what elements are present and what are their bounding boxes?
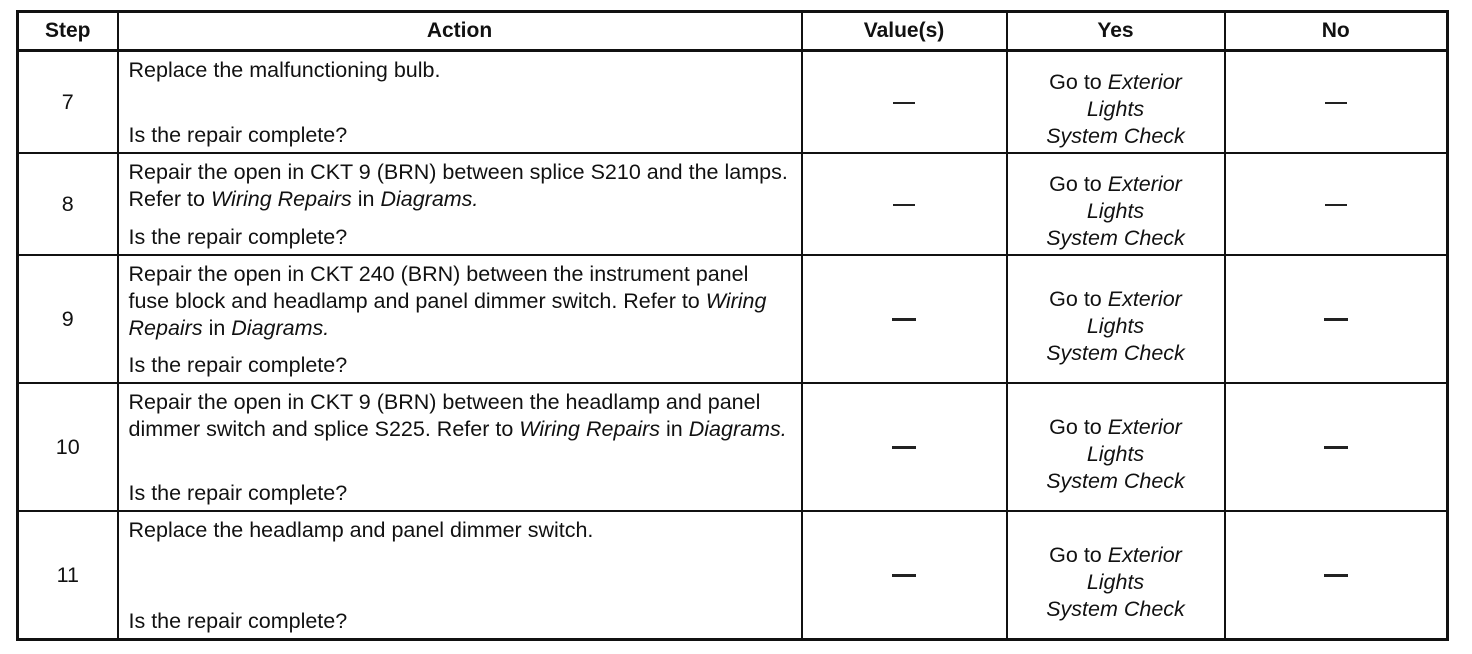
value-cell bbox=[802, 383, 1007, 511]
yes-cell bbox=[1007, 511, 1225, 640]
table-row bbox=[18, 255, 1448, 383]
header-step: Step bbox=[18, 12, 118, 51]
step-number: 10 bbox=[18, 383, 118, 511]
action-content bbox=[129, 389, 791, 507]
table-row bbox=[18, 153, 1448, 255]
empty-value-dash bbox=[893, 102, 915, 104]
empty-no-dash bbox=[1324, 574, 1348, 577]
step-number: 7 bbox=[18, 51, 118, 154]
action-segment: Repair the open in CKT 240 (BRN) between the instrument panel fuse block and headlamp and panel dimmer switch. Refer to bbox=[128, 262, 749, 313]
yes-line: System Check bbox=[1046, 468, 1185, 493]
yes-line: System Check bbox=[1046, 123, 1185, 148]
action-segment: Repair the open in CKT 9 (BRN) between the headlamp and panel dimmer switch and splice S225. Refer to bbox=[128, 390, 761, 441]
step-number: 9 bbox=[18, 255, 118, 383]
action-text bbox=[129, 159, 791, 213]
action-cell bbox=[118, 51, 802, 154]
yes-cell bbox=[1007, 383, 1225, 511]
no-cell bbox=[1225, 153, 1448, 255]
yes-line: Go to Exterior bbox=[1049, 69, 1182, 94]
yes-line: System Check bbox=[1046, 225, 1185, 250]
yes-line: Lights bbox=[1086, 569, 1145, 594]
action-reference: Diagrams. bbox=[688, 417, 787, 441]
yes-line: Lights bbox=[1086, 96, 1145, 121]
action-content bbox=[129, 159, 791, 251]
yes-cell bbox=[1007, 51, 1225, 154]
no-cell bbox=[1225, 383, 1448, 511]
diagnostic-steps-table bbox=[16, 10, 1449, 641]
yes-reference: Exterior bbox=[1107, 286, 1182, 311]
action-content bbox=[129, 261, 791, 379]
value-cell bbox=[802, 255, 1007, 383]
table-header-row bbox=[18, 12, 1448, 51]
yes-line: Lights bbox=[1086, 441, 1145, 466]
yes-reference: Exterior bbox=[1107, 542, 1182, 567]
yes-line: Go to Exterior bbox=[1049, 414, 1182, 439]
action-text bbox=[129, 261, 791, 342]
yes-cell bbox=[1007, 153, 1225, 255]
action-text bbox=[129, 57, 791, 84]
yes-line: Lights bbox=[1086, 313, 1145, 338]
action-content bbox=[129, 517, 791, 635]
action-segment: in bbox=[202, 316, 232, 340]
step-number: 11 bbox=[18, 511, 118, 640]
yes-line: System Check bbox=[1046, 340, 1185, 365]
action-cell bbox=[118, 511, 802, 640]
value-cell bbox=[802, 153, 1007, 255]
action-question: Is the repair complete? bbox=[128, 123, 348, 147]
action-text bbox=[129, 517, 791, 544]
action-cell bbox=[118, 153, 802, 255]
empty-value-dash bbox=[892, 574, 916, 577]
action-segment: Replace the headlamp and panel dimmer switch. bbox=[128, 518, 594, 542]
action-segment: in bbox=[660, 417, 689, 441]
empty-no-dash bbox=[1324, 318, 1348, 321]
yes-cell bbox=[1007, 255, 1225, 383]
action-reference: Diagrams. bbox=[231, 316, 330, 340]
action-reference: Wiring Repairs bbox=[128, 289, 767, 340]
empty-no-dash bbox=[1325, 102, 1347, 104]
action-reference: Wiring Repairs bbox=[519, 417, 661, 441]
action-cell bbox=[118, 255, 802, 383]
table-body bbox=[18, 51, 1448, 640]
no-cell bbox=[1225, 511, 1448, 640]
action-reference: Wiring Repairs bbox=[210, 187, 352, 211]
no-cell bbox=[1225, 51, 1448, 154]
empty-no-dash bbox=[1325, 204, 1347, 206]
action-question: Is the repair complete? bbox=[128, 609, 348, 633]
value-cell bbox=[802, 51, 1007, 154]
yes-line: System Check bbox=[1046, 596, 1185, 621]
action-cell bbox=[118, 383, 802, 511]
table-row bbox=[18, 511, 1448, 640]
value-cell bbox=[802, 511, 1007, 640]
action-content bbox=[129, 57, 791, 149]
empty-value-dash bbox=[893, 204, 915, 206]
yes-reference: Exterior bbox=[1107, 171, 1182, 196]
action-reference: Diagrams. bbox=[380, 187, 479, 211]
action-question: Is the repair complete? bbox=[128, 481, 348, 505]
action-segment: Replace the malfunctioning bulb. bbox=[128, 58, 441, 82]
empty-value-dash bbox=[892, 446, 916, 449]
header-yes: Yes bbox=[1007, 12, 1225, 51]
header-values: Value(s) bbox=[802, 12, 1007, 51]
action-question: Is the repair complete? bbox=[128, 225, 348, 249]
action-segment: Repair the open in CKT 9 (BRN) between splice S210 and the lamps. Refer to bbox=[128, 160, 788, 211]
table-row bbox=[18, 51, 1448, 154]
yes-line: Go to Exterior bbox=[1049, 171, 1182, 196]
step-number: 8 bbox=[18, 153, 118, 255]
yes-line: Go to Exterior bbox=[1049, 286, 1182, 311]
yes-reference: Exterior bbox=[1107, 414, 1182, 439]
yes-line: Lights bbox=[1086, 198, 1145, 223]
empty-no-dash bbox=[1324, 446, 1348, 449]
action-text bbox=[129, 389, 791, 443]
action-question: Is the repair complete? bbox=[128, 353, 348, 377]
table-row bbox=[18, 383, 1448, 511]
header-no: No bbox=[1225, 12, 1448, 51]
no-cell bbox=[1225, 255, 1448, 383]
yes-line: Go to Exterior bbox=[1049, 542, 1182, 567]
action-segment: in bbox=[351, 187, 381, 211]
yes-reference: Exterior bbox=[1107, 69, 1182, 94]
empty-value-dash bbox=[892, 318, 916, 321]
header-action: Action bbox=[118, 12, 802, 51]
